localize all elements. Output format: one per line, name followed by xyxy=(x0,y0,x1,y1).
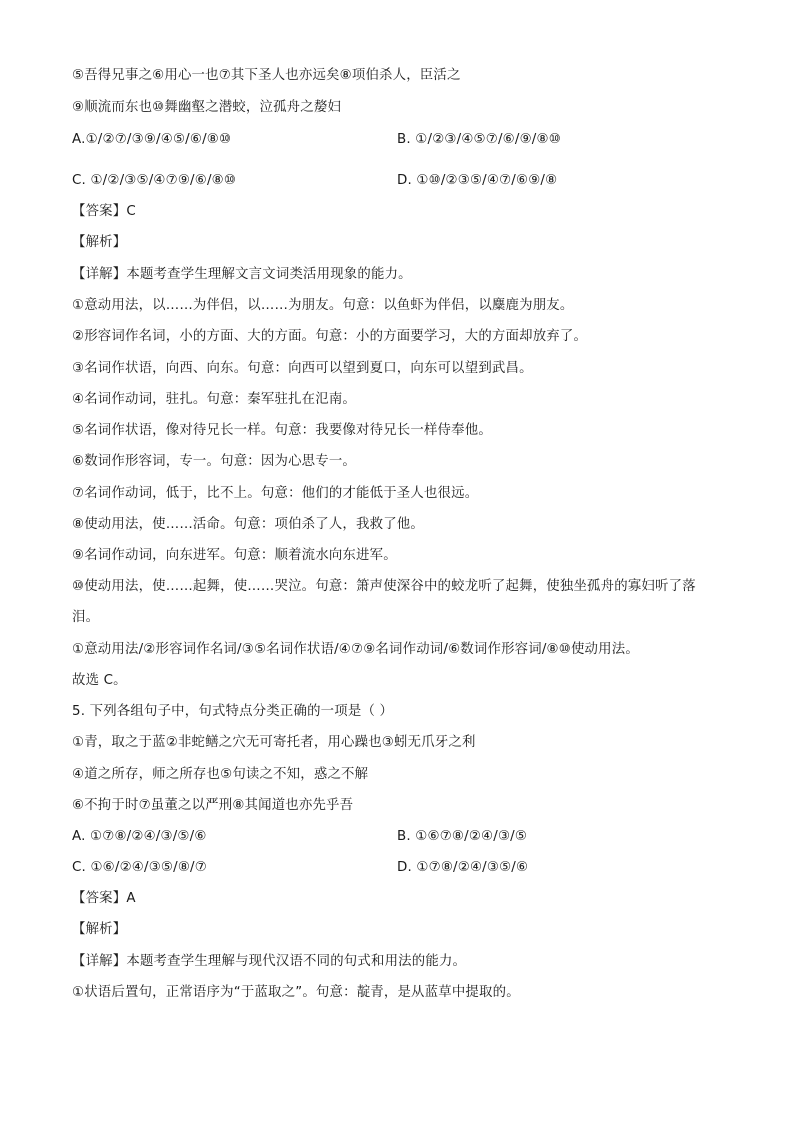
q4-analysis-label: 【解析】 xyxy=(72,235,127,250)
q4-explanation-1: ①意动用法，以……为伴侣，以……为朋友。句意：以鱼虾为伴侣，以麋鹿为朋友。 xyxy=(72,298,574,313)
q5-option-b: B. ①⑥⑦⑧/②④/③/⑤ xyxy=(397,829,528,844)
q4-option-a: A.①/②⑦/③⑨/④⑤/⑥/⑧⑩ xyxy=(72,132,232,147)
q5-sentence-line-1: ①青，取之于蓝②非蛇鳝之穴无可寄托者，用心躁也③蚓无爪牙之利 xyxy=(72,735,476,750)
q4-option-c: C. ①/②/③⑤/④⑦⑨/⑥/⑧⑩ xyxy=(72,173,237,188)
answer-label: 【答案】 xyxy=(72,204,127,219)
q4-answer xyxy=(72,203,136,221)
q5-analysis-label: 【解析】 xyxy=(72,922,127,937)
q5-detail: 【详解】本题考查学生理解与现代汉语不同的句式和用法的能力。 xyxy=(72,954,467,969)
q5-sentence-line-3: ⑥不拘于时⑦虽董之以严刑⑧其闻道也亦先乎吾 xyxy=(72,798,354,813)
q4-detail: 【详解】本题考查学生理解文言文词类活用现象的能力。 xyxy=(72,267,412,282)
answer-value: C xyxy=(126,204,136,219)
answer-label: 【答案】 xyxy=(72,891,127,906)
q4-sentence-line-1: ⑤吾得兄事之⑥用心一也⑦其下圣人也亦远矣⑧项伯杀人，臣活之 xyxy=(72,68,461,83)
q5-option-c: C. ①⑥/②④/③⑤/⑧/⑦ xyxy=(72,860,207,875)
q5-sentence-line-2: ④道之所存，师之所存也⑤句读之不知，惑之不解 xyxy=(72,767,369,782)
q5-answer xyxy=(72,890,136,908)
q4-option-d: D. ①⑩/②③⑤/④⑦/⑥⑨/⑧ xyxy=(397,173,558,188)
q4-explanation-9: ⑨名词作动词，向东进军。句意：顺着流水向东进军。 xyxy=(72,548,397,563)
q5-option-a: A. ①⑦⑧/②④/③/⑤/⑥ xyxy=(72,829,207,844)
q4-explanation-10: ⑩使动用法，使……起舞，使……哭泣。句意：箫声使深谷中的蛟龙听了起舞，使独坐孤舟的寡妇听了落 xyxy=(72,579,696,594)
q4-explanation-5: ⑤名词作状语，像对待兄长一样。句意：我要像对待兄长一样侍奉他。 xyxy=(72,423,492,438)
q4-explanation-7: ⑦名词作动词，低于，比不上。句意：他们的才能低于圣人也很远。 xyxy=(72,486,479,501)
answer-value: A xyxy=(126,891,136,906)
q5-stem: 5. 下列各组句子中，句式特点分类正确的一项是（ ） xyxy=(72,704,394,719)
q4-option-b: B. ①/②③/④⑤⑦/⑥/⑨/⑧⑩ xyxy=(397,132,561,147)
q5-explanation-1: ①状语后置句，正常语序为“于蓝取之”。句意：靛青，是从蓝草中提取的。 xyxy=(72,985,520,1000)
q5-option-d: D. ①⑦⑧/②④/③⑤/⑥ xyxy=(397,860,529,875)
q4-choose: 故选 C。 xyxy=(72,673,127,688)
q4-explanation-10-cont: 泪。 xyxy=(72,610,100,625)
q4-summary: ①意动用法/②形容词作名词/③⑤名词作状语/④⑦⑨名词作动词/⑥数词作形容词/⑧⑩使动用法。 xyxy=(72,642,639,657)
q4-sentence-line-2: ⑨顺流而东也⑩舞幽壑之潜蛟，泣孤舟之嫠妇 xyxy=(72,100,342,115)
q4-explanation-2: ②形容词作名词，小的方面、大的方面。句意：小的方面要学习，大的方面却放弃了。 xyxy=(72,329,588,344)
q4-explanation-6: ⑥数词作形容词，专一。句意：因为心思专一。 xyxy=(72,454,357,469)
q4-explanation-8: ⑧使动用法，使……活命。句意：项伯杀了人，我救了他。 xyxy=(72,517,424,532)
q4-explanation-4: ④名词作动词，驻扎。句意：秦军驻扎在氾南。 xyxy=(72,392,357,407)
q4-explanation-3: ③名词作状语，向西、向东。句意：向西可以望到夏口，向东可以望到武昌。 xyxy=(72,361,533,376)
